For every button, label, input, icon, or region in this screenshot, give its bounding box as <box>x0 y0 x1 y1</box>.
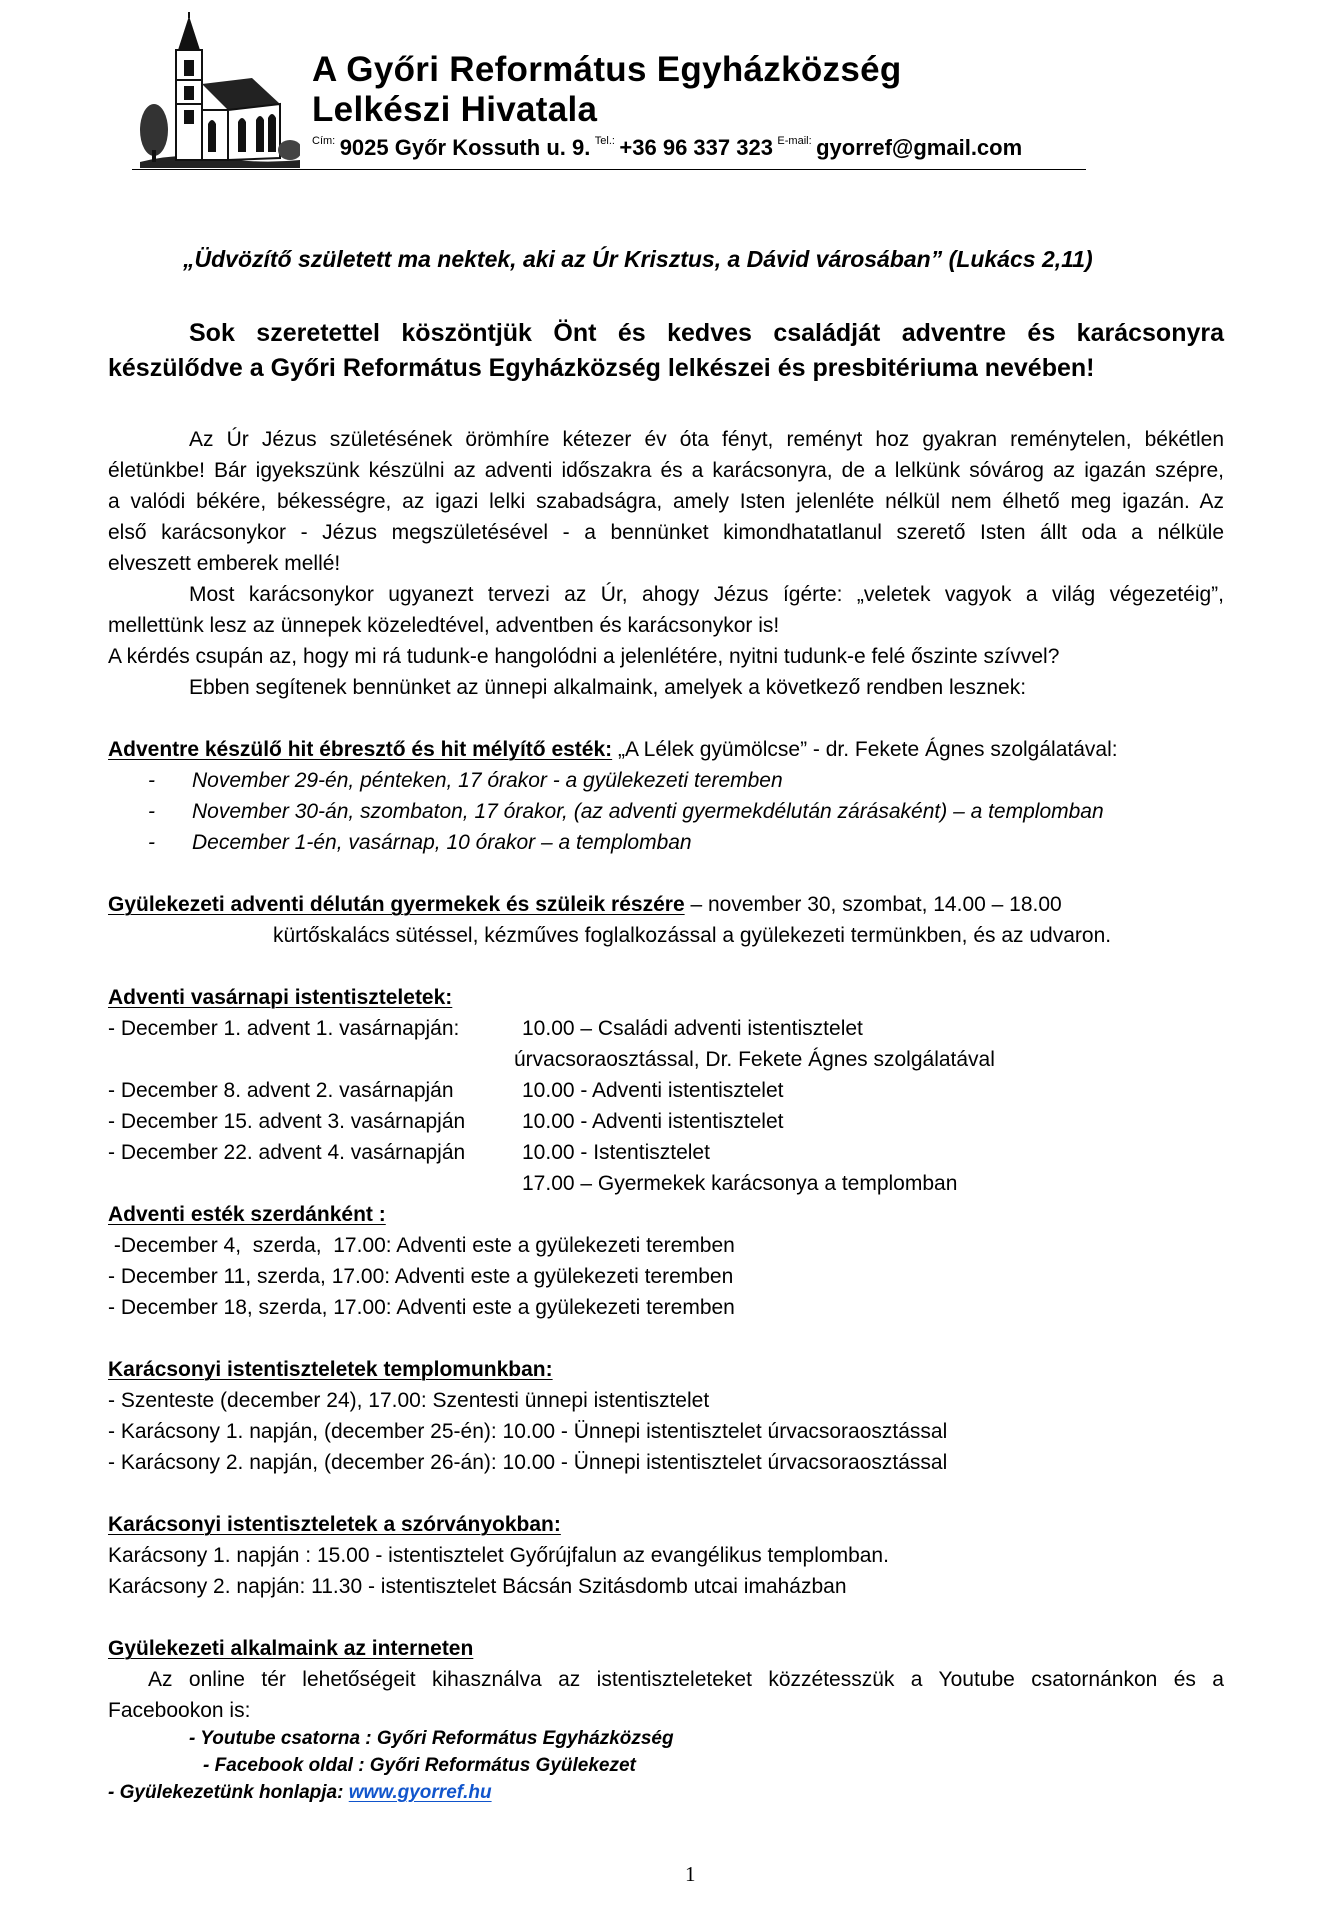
sunday-services-heading: Adventi vasárnapi istentiszteletek: <box>108 986 453 1009</box>
section-heading: Adventre készülő hit ébresztő és hit mélyítő esték: <box>108 738 613 761</box>
page-number: 1 <box>685 1862 696 1886</box>
church-drawing-icon <box>140 12 300 168</box>
service-event: úrvacsoraosztással, Dr. Fekete Ágnes szolgálatával <box>514 1048 995 1071</box>
christmas-diaspora-heading: Karácsonyi istentiszteletek a szórványokban: <box>108 1513 561 1536</box>
service-date: - December 1. advent 1. vasárnapján: <box>108 1017 460 1040</box>
address: 9025 Győr Kossuth u. 9. <box>339 135 591 160</box>
list-item-text: November 29-én, pénteken, 17 órakor - a gyülekezeti teremben <box>192 769 783 792</box>
facebook-page: - Facebook oldal : Győri Református Gyülekezet <box>203 1755 636 1776</box>
intro-line: A kérdés csupán az, hogy mi rá tudunk-e hangolódni a jelenlétére, nyitni tudunk-e felé őszinte szívvel? <box>108 645 1060 668</box>
letterhead-title: A Győri Református Egyházközség <box>312 50 902 89</box>
online-text: Facebookon is: <box>108 1699 251 1722</box>
section-heading-tail: – november 30, szombat, 14.00 – 18.00 <box>684 893 1062 916</box>
greeting-line-2: készülődve a Győri Református Egyházközség lelkészei és presbitériuma nevében! <box>108 354 1095 382</box>
homepage-link[interactable]: www.gyorref.hu <box>348 1782 492 1803</box>
list-item: - December 11, szerda, 17.00: Adventi este a gyülekezeti teremben <box>108 1265 734 1288</box>
homepage-line <box>108 1783 492 1802</box>
intro-line: a valódi békére, békességre, az igazi lelki szabadságra, amely Isten jelenléte nélkül nem élhető meg igazán. Az <box>108 490 1224 513</box>
service-event: 10.00 - Adventi istentisztelet <box>522 1110 784 1133</box>
intro-line: életünkbe! Bár igyekszünk készülni az adventi időszakra és a karácsonyra, de a lelkünk sóvárog az igazán szépre, <box>108 459 1224 482</box>
intro-line: elveszett emberek mellé! <box>108 552 341 575</box>
service-event: 10.00 - Adventi istentisztelet <box>522 1079 784 1102</box>
christmas-church-heading: Karácsonyi istentiszteletek templomunkban: <box>108 1358 553 1381</box>
service-date: - December 22. advent 4. vasárnapján <box>108 1141 466 1164</box>
online-text: Az online tér lehetőségeit kihasználva az istentiszteleteket közzétesszük a Youtube csatornánkon és a <box>148 1668 1224 1691</box>
church-logo <box>140 12 300 168</box>
children-afternoon-details: kürtőskalács sütéssel, kézműves foglalkozással a gyülekezeti termünkben, és az udvaron. <box>273 924 1112 947</box>
list-item: - November 29-én, pénteken, 17 órakor - a gyülekezeti teremben <box>148 769 783 792</box>
email: gyorref@gmail.com <box>816 135 1023 160</box>
section-heading-tail: „A Lélek gyümölcse” - dr. Fekete Ágnes szolgálatával: <box>612 738 1118 761</box>
intro-line: Ebben segítenek bennünket az ünnepi alkalmaink, amelyek a következő rendben lesznek: <box>189 676 1027 699</box>
list-item: - December 1-én, vasárnap, 10 órakor – a templomban <box>148 831 692 854</box>
section-heading: Gyülekezeti adventi délután gyermekek és szüleik részére <box>108 893 685 916</box>
list-item-text: December 1-én, vasárnap, 10 órakor – a templomban <box>192 831 692 854</box>
intro-line: mellettünk lesz az ünnepek közeledtével, adventben és karácsonykor is! <box>108 614 780 637</box>
wednesday-evenings-heading: Adventi esték szerdánként : <box>108 1203 386 1226</box>
service-event: 10.00 - Istentisztelet <box>522 1141 710 1164</box>
phone: +36 96 337 323 <box>619 135 773 160</box>
list-item: Karácsony 1. napján : 15.00 - istentisztelet Győrújfalun az evangélikus templomban. <box>108 1544 889 1567</box>
address-label: Cím: <box>312 135 336 147</box>
youtube-channel: - Youtube csatorna : Győri Református Egyházközség <box>189 1728 674 1749</box>
list-item: - Karácsony 2. napján, (december 26-án): 10.00 - Ünnepi istentisztelet úrvacsoraosztással <box>108 1451 948 1474</box>
list-item-text: November 30-án, szombaton, 17 órakor, (az adventi gyermekdélután zárásaként) – a templomban <box>192 800 1104 823</box>
intro-line: Most karácsonykor ugyanezt tervezi az Úr, ahogy Jézus ígérte: „veletek vagyok a világ végezetéig”, <box>189 583 1224 606</box>
list-item: - Karácsony 1. napján, (december 25-én): 10.00 - Ünnepi istentisztelet úrvacsoraosztással <box>108 1420 948 1443</box>
homepage-label: - Gyülekezetünk honlapja: <box>108 1782 349 1803</box>
letterhead-subtitle: Lelkészi Hivatala <box>312 90 598 129</box>
intro-line: Az Úr Jézus születésének örömhíre kétezer év óta fényt, reményt hoz gyakran reménytelen, békétlen <box>189 428 1224 451</box>
children-afternoon-heading <box>108 894 1062 915</box>
online-heading: Gyülekezeti alkalmaink az interneten <box>108 1637 474 1660</box>
letterhead-divider <box>132 169 1086 170</box>
service-date: - December 15. advent 3. vasárnapján <box>108 1110 466 1133</box>
email-label: E-mail: <box>777 135 812 147</box>
service-date: - December 8. advent 2. vasárnapján <box>108 1079 454 1102</box>
bible-quote: „Üdvözítő született ma nektek, aki az Úr Krisztus, a Dávid városában” (Lukács 2,11) <box>183 246 1093 272</box>
list-item: - December 18, szerda, 17.00: Adventi este a gyülekezeti teremben <box>108 1296 735 1319</box>
greeting-line-1: Sok szeretettel köszöntjük Önt és kedves családját adventre és karácsonyra <box>189 319 1224 347</box>
list-item: - November 30-án, szombaton, 17 órakor, (az adventi gyermekdélután zárásaként) – a templomban <box>148 800 1104 823</box>
service-event: 17.00 – Gyermekek karácsonya a templomban <box>522 1172 958 1195</box>
list-item: -December 4, szerda, 17.00: Adventi este a gyülekezeti teremben <box>108 1234 735 1257</box>
advent-evenings-heading <box>108 739 1118 760</box>
intro-line: első karácsonykor - Jézus megszületésével - a bennünket kimondhatatlanul szerető Isten állt oda a nélküle <box>108 521 1224 544</box>
service-event: 10.00 – Családi adventi istentisztelet <box>522 1017 863 1040</box>
list-item: - Szenteste (december 24), 17.00: Szentesti ünnepi istentisztelet <box>108 1389 710 1412</box>
letterhead-contact <box>312 137 1022 159</box>
phone-label: Tel.: <box>594 135 615 147</box>
list-item: Karácsony 2. napján: 11.30 - istentisztelet Bácsán Szitásdomb utcai imaházban <box>108 1575 847 1598</box>
